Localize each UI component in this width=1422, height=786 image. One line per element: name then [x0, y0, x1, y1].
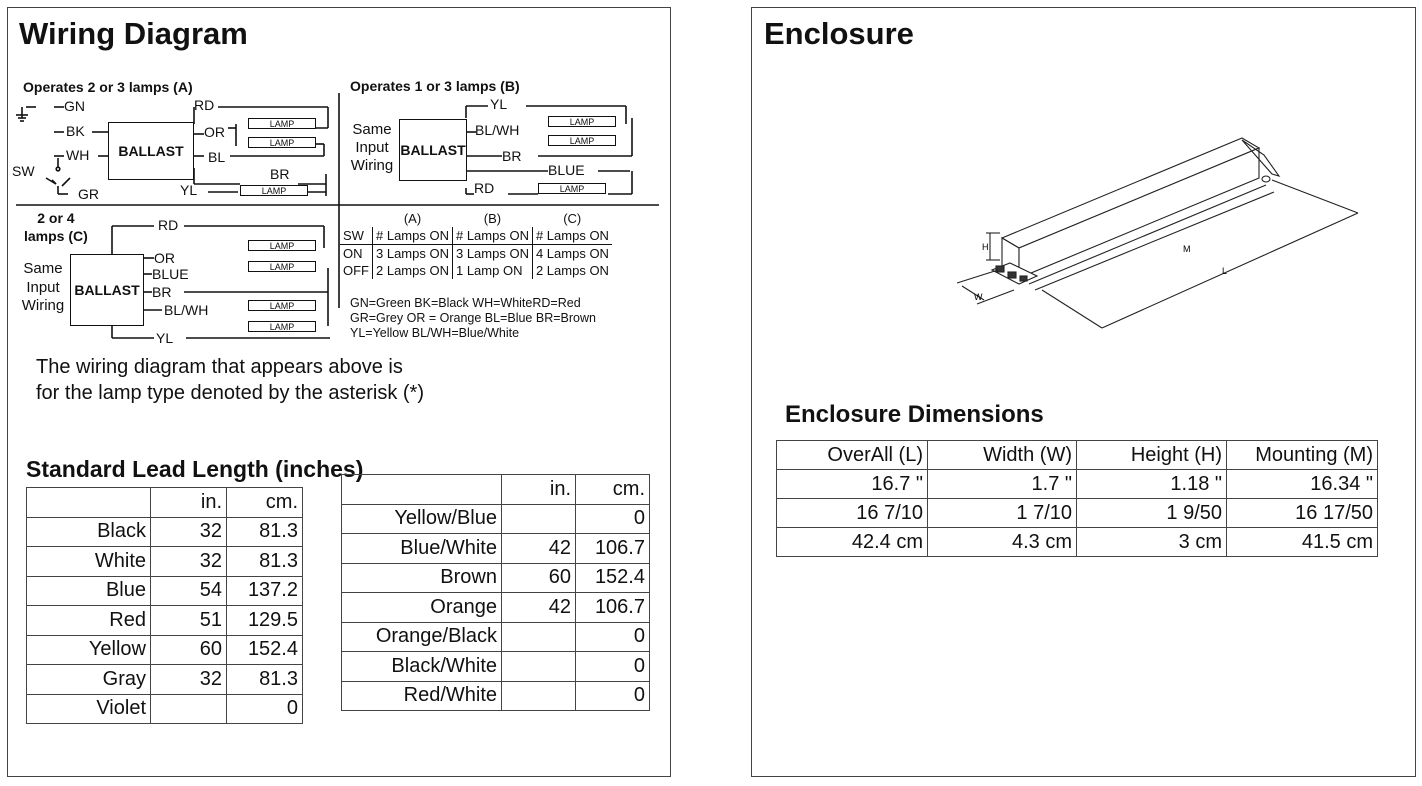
- dim-cell: 1 7/10: [928, 499, 1077, 528]
- color-key-line: GR=Grey OR = Orange BL=Blue BR=Brown: [350, 311, 596, 325]
- wire-label-yl-c: YL: [156, 330, 174, 346]
- lead-cm: 0: [576, 652, 650, 682]
- wire-label-br-c: BR: [152, 284, 172, 300]
- switch-col-c: (C): [563, 211, 582, 226]
- table-row: [27, 635, 303, 665]
- table-row: [342, 504, 650, 534]
- lead-header-row: [27, 488, 303, 518]
- note-line: Input: [26, 278, 60, 296]
- dim-cell: 16 17/50: [1227, 499, 1378, 528]
- table-row: [342, 681, 650, 711]
- lamp-a3: LAMP: [240, 185, 308, 196]
- wire-label-blue-b: BLUE: [548, 162, 585, 178]
- note-line: Same: [352, 121, 392, 138]
- wire-label-or-c: OR: [154, 250, 175, 266]
- lead-name: Brown: [342, 563, 502, 593]
- lead-cm: 152.4: [227, 635, 303, 665]
- dim-cell: 1.18 ": [1077, 470, 1227, 499]
- color-key-line: YL=Yellow BL/WH=Blue/White: [350, 326, 520, 340]
- ballast-c: BALLAST: [70, 254, 144, 326]
- lead-in: [502, 652, 576, 682]
- switch-header-b: # Lamps ON: [452, 227, 532, 245]
- wire-label-yl-a: YL: [180, 182, 198, 198]
- wire-label-blue-c: BLUE: [152, 266, 189, 282]
- dim-cell: 1.7 ": [928, 470, 1077, 499]
- switch-cell: OFF: [340, 262, 373, 279]
- switch-table-header: [340, 227, 612, 245]
- table-row: [777, 499, 1378, 528]
- enclosure-header: Mounting (M): [1227, 441, 1378, 470]
- dim-cell: 4.3 cm: [928, 528, 1077, 557]
- lamp-b2: LAMP: [548, 135, 616, 146]
- wire-label-blwh-c: BL/WH: [164, 302, 209, 318]
- switch-cell: 4 Lamps ON: [532, 245, 611, 263]
- lead-header-row: [342, 475, 650, 505]
- lead-name: Violet: [27, 694, 151, 724]
- wiring-panel: [7, 7, 671, 777]
- lead-in: 32: [151, 517, 227, 547]
- switch-col-a: (A): [403, 211, 422, 226]
- dim-cell: 3 cm: [1077, 528, 1227, 557]
- lead-name: White: [27, 547, 151, 577]
- table-row: [27, 694, 303, 724]
- switch-header-c: # Lamps ON: [532, 227, 611, 245]
- lead-cm: 152.4: [576, 563, 650, 593]
- wiring-description: [36, 354, 424, 406]
- enclosure-header: Height (H): [1077, 441, 1227, 470]
- lead-name: Yellow: [27, 635, 151, 665]
- note-line: Input: [355, 139, 389, 156]
- lead-cm: 106.7: [576, 593, 650, 623]
- switch-cell: 3 Lamps ON: [452, 245, 532, 263]
- description-line: for the lamp type denoted by the asterisk (*): [36, 382, 424, 404]
- wire-label-br-b: BR: [502, 148, 522, 164]
- table-row: [342, 652, 650, 682]
- lead-in: 32: [151, 665, 227, 695]
- title-line: lamps (C): [24, 228, 88, 244]
- enclosure-dimensions-title: Enclosure Dimensions: [785, 401, 1044, 428]
- table-row: [777, 470, 1378, 499]
- table-row: [342, 563, 650, 593]
- lead-cm: 129.5: [227, 606, 303, 636]
- lead-in: 60: [502, 563, 576, 593]
- dim-cell: 41.5 cm: [1227, 528, 1378, 557]
- lead-name: Gray: [27, 665, 151, 695]
- lead-header: in.: [151, 488, 227, 518]
- wire-label-wh: WH: [66, 147, 90, 163]
- lead-name: Black: [27, 517, 151, 547]
- lead-length-title: Standard Lead Length (inches): [26, 456, 364, 482]
- switch-cell: 3 Lamps ON: [376, 246, 449, 261]
- lead-in: [502, 681, 576, 711]
- table-row: [777, 528, 1378, 557]
- lead-cm: 0: [576, 504, 650, 534]
- lead-name: Orange: [342, 593, 502, 623]
- table-row: [27, 547, 303, 577]
- lamp-b3: LAMP: [538, 183, 606, 194]
- dim-cell: 1 9/50: [1077, 499, 1227, 528]
- lead-name: Yellow/Blue: [342, 504, 502, 534]
- wire-label-rd-a: RD: [194, 97, 215, 113]
- enclosure-header: Width (W): [928, 441, 1077, 470]
- wire-label-gn: GN: [64, 98, 85, 114]
- dim-label-m: M: [1183, 244, 1191, 254]
- dim-label-h: H: [982, 242, 989, 252]
- switch-row-off: [340, 262, 612, 279]
- dim-cell: 16 7/10: [777, 499, 928, 528]
- lead-cm: 137.2: [227, 576, 303, 606]
- lead-in: 32: [151, 547, 227, 577]
- description-line: The wiring diagram that appears above is: [36, 356, 403, 378]
- wire-label-bk: BK: [66, 123, 85, 139]
- wire-label-gr: GR: [78, 186, 99, 202]
- lead-table-left: [26, 487, 303, 724]
- diagram-c-note: [18, 260, 68, 316]
- lead-cm: 81.3: [227, 517, 303, 547]
- lead-name: Red: [27, 606, 151, 636]
- table-row: [27, 665, 303, 695]
- lead-in: 42: [502, 534, 576, 564]
- diagram-b-title: Operates 1 or 3 lamps (B): [350, 78, 520, 94]
- diagram-c-title: [24, 209, 88, 245]
- switch-cell: ON: [340, 245, 373, 263]
- dim-cell: 16.7 ": [777, 470, 928, 499]
- lamp-a2: LAMP: [248, 137, 316, 148]
- lead-in: [151, 694, 227, 724]
- switch-table-col-row: [340, 210, 612, 227]
- switch-cell: 2 Lamps ON: [532, 262, 611, 279]
- table-row: [342, 534, 650, 564]
- lamp-a1: LAMP: [248, 118, 316, 129]
- lamp-c1: LAMP: [248, 240, 316, 251]
- lead-cm: 0: [227, 694, 303, 724]
- lead-in: 51: [151, 606, 227, 636]
- lead-cm: 0: [576, 681, 650, 711]
- lead-header: [342, 475, 502, 505]
- enclosure-header: OverAll (L): [777, 441, 928, 470]
- lead-header: cm.: [576, 475, 650, 505]
- note-line: Wiring: [350, 157, 394, 174]
- switch-table: [340, 210, 612, 279]
- title-line: 2 or 4: [37, 210, 75, 226]
- switch-cell: 2 Lamps ON: [376, 263, 449, 278]
- switch-header-sw: SW: [340, 227, 373, 245]
- lead-name: Blue/White: [342, 534, 502, 564]
- lead-name: Orange/Black: [342, 622, 502, 652]
- lead-in: [502, 622, 576, 652]
- switch-cell: 1 Lamp ON: [452, 262, 532, 279]
- dim-label-w: W: [974, 292, 983, 302]
- lead-name: Red/White: [342, 681, 502, 711]
- wire-label-or-a: OR: [204, 124, 225, 140]
- table-row: [27, 606, 303, 636]
- lead-name: Black/White: [342, 652, 502, 682]
- lamp-b1: LAMP: [548, 116, 616, 127]
- lead-cm: 0: [576, 622, 650, 652]
- lead-table-right: [341, 474, 650, 711]
- lead-in: 54: [151, 576, 227, 606]
- lead-header: [27, 488, 151, 518]
- ballast-a: BALLAST: [108, 122, 194, 180]
- switch-col-b: (B): [483, 211, 502, 226]
- enclosure-title: Enclosure: [764, 16, 914, 51]
- dim-label-l: L: [1222, 266, 1228, 276]
- table-row: [27, 517, 303, 547]
- lead-name: Blue: [27, 576, 151, 606]
- wire-label-yl-b: YL: [490, 96, 508, 112]
- wiring-title: Wiring Diagram: [19, 16, 248, 51]
- lead-header: cm.: [227, 488, 303, 518]
- table-row: [342, 593, 650, 623]
- note-line: Wiring: [21, 297, 65, 314]
- enclosure-header-row: [777, 441, 1378, 470]
- table-row: [27, 576, 303, 606]
- lead-in: 60: [151, 635, 227, 665]
- lead-in: [502, 504, 576, 534]
- lead-cm: 106.7: [576, 534, 650, 564]
- lead-header: in.: [502, 475, 576, 505]
- wire-label-rd-c: RD: [158, 217, 179, 233]
- diagram-b-note: [350, 121, 394, 175]
- lamp-c4: LAMP: [248, 321, 316, 332]
- note-line: Same: [23, 260, 63, 277]
- wire-label-blwh-b: BL/WH: [475, 122, 520, 138]
- color-key-line: GN=Green BK=Black WH=WhiteRD=Red: [350, 296, 581, 310]
- switch-header-a: # Lamps ON: [373, 227, 453, 245]
- lead-cm: 81.3: [227, 547, 303, 577]
- enclosure-panel: [751, 7, 1416, 777]
- dim-cell: 16.34 ": [1227, 470, 1378, 499]
- switch-row-on: [340, 245, 612, 263]
- table-row: [342, 622, 650, 652]
- diagram-a-title: Operates 2 or 3 lamps (A): [23, 79, 193, 95]
- dim-cell: 42.4 cm: [777, 528, 928, 557]
- wire-label-br-a: BR: [270, 166, 290, 182]
- color-key: [350, 296, 596, 341]
- wire-label-rd-b: RD: [474, 180, 495, 196]
- lamp-c3: LAMP: [248, 300, 316, 311]
- switch-label: SW: [12, 163, 35, 179]
- lamp-c2: LAMP: [248, 261, 316, 272]
- wire-label-bl-a: BL: [208, 149, 226, 165]
- switch-col-blank: [340, 210, 373, 227]
- lead-in: 42: [502, 593, 576, 623]
- ballast-b: BALLAST: [399, 119, 467, 181]
- enclosure-dimensions-table: [776, 440, 1378, 557]
- lead-cm: 81.3: [227, 665, 303, 695]
- enclosure-drawing: [752, 8, 1417, 368]
